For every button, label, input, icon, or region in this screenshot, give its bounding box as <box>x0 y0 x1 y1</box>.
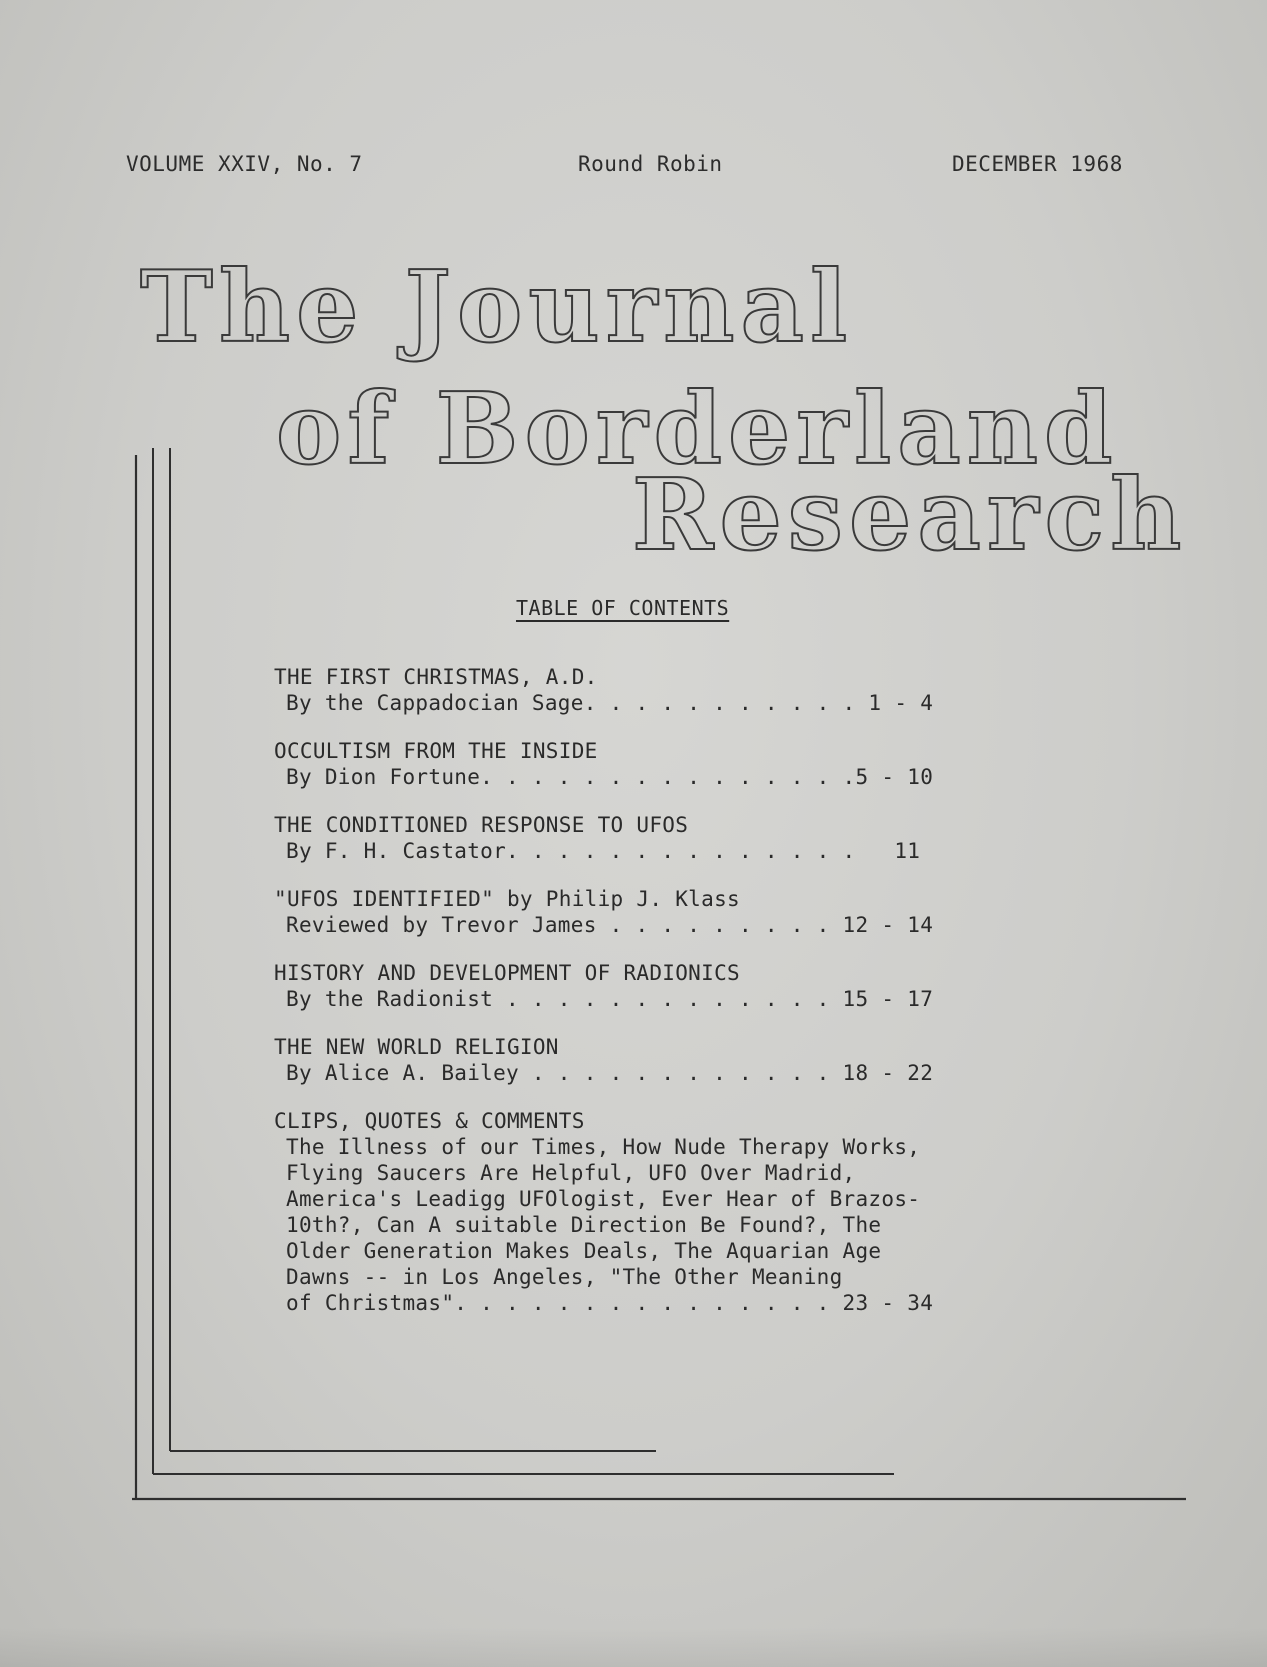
toc-entry-author-pages: By the Cappadocian Sage. . . . . . . . . . . 1 - 4 <box>286 691 934 715</box>
toc-heading: TABLE OF CONTENTS <box>516 596 730 620</box>
volume-number: VOLUME XXIV, No. 7 <box>126 152 363 176</box>
toc-entry-title: THE FIRST CHRISTMAS, A.D. <box>274 665 598 689</box>
toc-entry-title: "UFOS IDENTIFIED" by Philip J. Klass <box>274 887 740 911</box>
toc-entry <box>274 1108 1054 1316</box>
toc-entry-desc-line: The Illness of our Times, How Nude Therapy Works, <box>286 1135 921 1159</box>
issue-date: DECEMBER 1968 <box>952 152 1123 176</box>
toc-entry-desc-line: of Christmas". . . . . . . . . . . . . . . 23 - 34 <box>286 1291 934 1315</box>
toc-entry-desc-line: America's Leadigg UFOlogist, Ever Hear of Brazos- <box>286 1187 921 1211</box>
toc-entry-author-pages: By the Radionist . . . . . . . . . . . . . 15 - 17 <box>286 987 934 1011</box>
masthead-line-2: of Borderland <box>276 372 1119 487</box>
toc-entry-desc-line: 10th?, Can A suitable Direction Be Found?, The <box>286 1213 882 1237</box>
toc-entry <box>274 738 1054 790</box>
page-bottom-shadow <box>0 1627 1267 1667</box>
toc-entry-title: THE CONDITIONED RESPONSE TO UFOS <box>274 813 689 837</box>
toc-entry-desc-line: Dawns -- in Los Angeles, "The Other Meaning <box>286 1265 843 1289</box>
toc-entry-author-pages: By Alice A. Bailey . . . . . . . . . . . . 18 - 22 <box>286 1061 934 1085</box>
toc-entry-desc-line: Flying Saucers Are Helpful, UFO Over Madrid, <box>286 1161 856 1185</box>
toc-entry <box>274 664 1054 716</box>
toc-entry-title: HISTORY AND DEVELOPMENT OF RADIONICS <box>274 961 740 985</box>
toc-entry <box>274 960 1054 1012</box>
toc-entry-title: OCCULTISM FROM THE INSIDE <box>274 739 598 763</box>
toc-entry-title: THE NEW WORLD RELIGION <box>274 1035 559 1059</box>
toc-entry-title: CLIPS, QUOTES & COMMENTS <box>274 1109 585 1133</box>
toc-entry <box>274 812 1054 864</box>
toc-entry-author-pages: Reviewed by Trevor James . . . . . . . . . 12 - 14 <box>286 913 934 937</box>
masthead-line-3: Research <box>632 458 1188 573</box>
round-robin-label: Round Robin <box>578 152 723 176</box>
toc-entry <box>274 1034 1054 1086</box>
toc-entry <box>274 886 1054 938</box>
toc-entry-author-pages: By Dion Fortune. . . . . . . . . . . . . . .5 - 10 <box>286 765 934 789</box>
masthead-line-1: The Journal <box>140 250 854 365</box>
toc-entry-desc-line: Older Generation Makes Deals, The Aquarian Age <box>286 1239 882 1263</box>
table-of-contents <box>274 664 1054 1338</box>
toc-entry-author-pages: By F. H. Castator. . . . . . . . . . . . . . 11 <box>286 839 921 863</box>
